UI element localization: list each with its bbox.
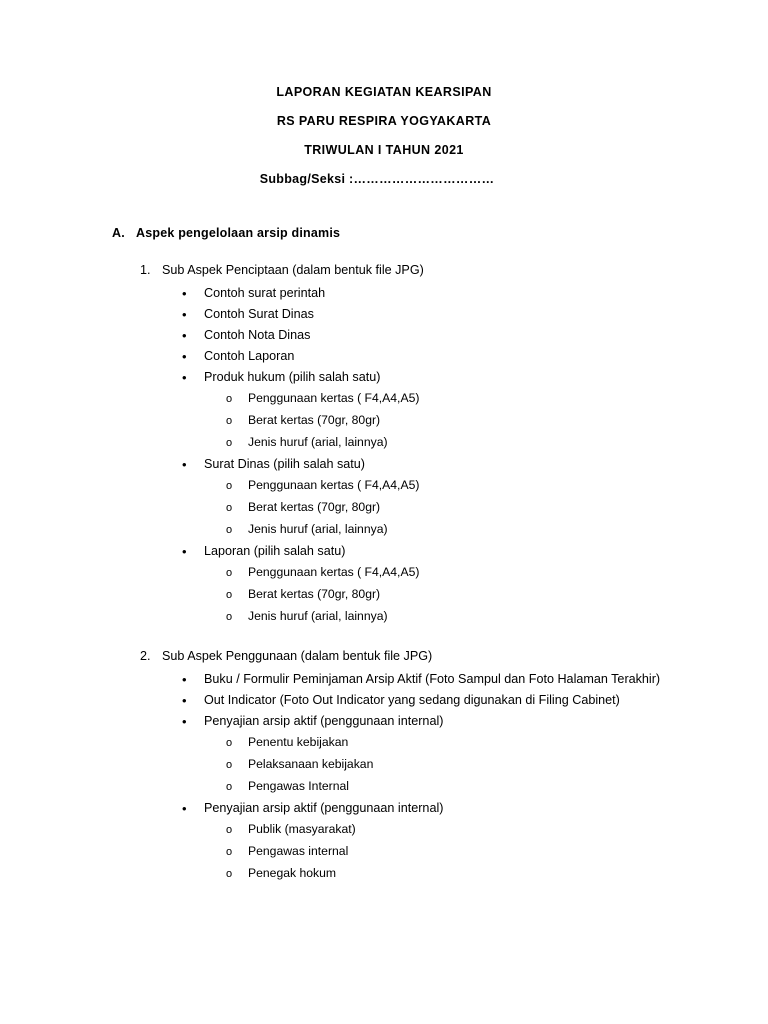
sub-bullet-text: Penggunaan kertas ( F4,A4,A5) xyxy=(248,391,420,405)
list-marker: 1. xyxy=(140,263,151,277)
numbered-list xyxy=(90,260,678,885)
bullet-icon: • xyxy=(182,801,187,816)
list-item xyxy=(182,304,678,325)
circle-bullet-icon: o xyxy=(226,437,233,449)
list-item xyxy=(182,454,678,475)
bullet-text: Penyajian arsip aktif (penggunaan internal) xyxy=(204,714,444,728)
circle-bullet-icon: o xyxy=(226,737,233,749)
bullet-text: Out Indicator (Foto Out Indicator yang sedang digunakan di Filing Cabinet) xyxy=(204,693,620,707)
list-item xyxy=(182,346,678,367)
circle-bullet-icon: o xyxy=(226,480,233,492)
list-item xyxy=(182,690,678,711)
list-item xyxy=(182,325,678,346)
bullet-icon: • xyxy=(182,693,187,708)
section-spacer xyxy=(90,628,678,646)
bullet-text: Contoh Laporan xyxy=(204,349,295,363)
circle-bullet-icon: o xyxy=(226,781,233,793)
circle-bullet-icon: o xyxy=(226,393,233,405)
list-item xyxy=(182,669,678,690)
list-item xyxy=(226,562,678,584)
bullet-icon: • xyxy=(182,370,187,385)
sub-bullet-text: Jenis huruf (arial, lainnya) xyxy=(248,609,388,623)
list-item xyxy=(226,863,678,885)
bullet-icon: • xyxy=(182,328,187,343)
list-item xyxy=(226,754,678,776)
numbered-item-2 xyxy=(140,646,678,667)
circle-bullet-icon: o xyxy=(226,824,233,836)
bullet-icon: • xyxy=(182,544,187,559)
bullet-text: Surat Dinas (pilih salah satu) xyxy=(204,457,365,471)
document-title-line-1: LAPORAN KEGIATAN KEARSIPAN xyxy=(276,85,492,99)
list-item xyxy=(226,410,678,432)
list-item xyxy=(182,541,678,562)
numbered-item-2-text: Sub Aspek Penggunaan (dalam bentuk file JPG) xyxy=(162,649,433,663)
bullet-icon: • xyxy=(182,349,187,364)
bullet-text: Contoh surat perintah xyxy=(204,286,326,300)
sub-bullet-text: Berat kertas (70gr, 80gr) xyxy=(248,413,381,427)
list-item xyxy=(182,283,678,304)
bullet-icon: • xyxy=(182,286,187,301)
title-block xyxy=(90,78,678,194)
list-item xyxy=(226,606,678,628)
list-item xyxy=(90,646,678,885)
list-item xyxy=(182,798,678,819)
bullet-list-1 xyxy=(90,283,678,628)
list-item xyxy=(90,260,678,628)
bullet-text: Penyajian arsip aktif (penggunaan internal) xyxy=(204,801,444,815)
sub-bullet-text: Penegak hokum xyxy=(248,866,337,880)
bullet-icon: • xyxy=(182,714,187,729)
circle-bullet-icon: o xyxy=(226,524,233,536)
circle-bullet-icon: o xyxy=(226,868,233,880)
list-item xyxy=(226,475,678,497)
circle-bullet-icon: o xyxy=(226,589,233,601)
list-item xyxy=(226,776,678,798)
circle-bullet-icon: o xyxy=(226,759,233,771)
bullet-icon: • xyxy=(182,672,187,687)
document-title-line-2: RS PARU RESPIRA YOGYAKARTA xyxy=(276,114,492,128)
numbered-item-1-text: Sub Aspek Penciptaan (dalam bentuk file JPG) xyxy=(162,263,424,277)
list-item xyxy=(226,732,678,754)
sub-bullet-text: Berat kertas (70gr, 80gr) xyxy=(248,587,381,601)
section-heading xyxy=(112,226,678,240)
list-item xyxy=(226,819,678,841)
bullet-text: Buku / Formulir Peminjaman Arsip Aktif (Foto Sampul dan Foto Halaman Terakhir) xyxy=(204,672,661,686)
circle-bullet-icon: o xyxy=(226,611,233,623)
list-item xyxy=(182,711,678,732)
sub-bullet-text: Jenis huruf (arial, lainnya) xyxy=(248,435,388,449)
list-item xyxy=(226,432,678,454)
bullet-icon: • xyxy=(182,307,187,322)
list-item xyxy=(182,367,678,388)
sub-bullet-text: Berat kertas (70gr, 80gr) xyxy=(248,500,381,514)
list-item xyxy=(226,584,678,606)
sub-bullet-text: Penggunaan kertas ( F4,A4,A5) xyxy=(248,478,420,492)
list-item xyxy=(226,388,678,410)
section-aspek-pengelolaan xyxy=(90,226,678,885)
circle-bullet-icon: o xyxy=(226,567,233,579)
sub-bullet-text: Penggunaan kertas ( F4,A4,A5) xyxy=(248,565,420,579)
numbered-item-1 xyxy=(140,260,678,281)
bullet-text: Contoh Surat Dinas xyxy=(204,307,314,321)
list-item xyxy=(226,519,678,541)
circle-bullet-icon: o xyxy=(226,846,233,858)
section-heading-text: Aspek pengelolaan arsip dinamis xyxy=(136,226,341,240)
sub-bullet-text: Pelaksanaan kebijakan xyxy=(248,757,374,771)
sub-bullet-text: Penentu kebijakan xyxy=(248,735,349,749)
circle-bullet-icon: o xyxy=(226,415,233,427)
list-marker: 2. xyxy=(140,649,151,663)
bullet-icon: • xyxy=(182,457,187,472)
sub-bullet-text: Pengawas internal xyxy=(248,844,349,858)
list-item xyxy=(226,841,678,863)
document-title-line-3: TRIWULAN I TAHUN 2021 xyxy=(304,143,464,157)
bullet-text: Contoh Nota Dinas xyxy=(204,328,311,342)
sub-bullet-text: Jenis huruf (arial, lainnya) xyxy=(248,522,388,536)
bullet-text: Laporan (pilih salah satu) xyxy=(204,544,346,558)
section-letter: A. xyxy=(112,226,125,240)
bullet-text: Produk hukum (pilih salah satu) xyxy=(204,370,381,384)
sub-bullet-text: Publik (masyarakat) xyxy=(248,822,356,836)
sub-bullet-text: Pengawas Internal xyxy=(248,779,349,793)
subbag-seksi-line: Subbag/Seksi :…………………………… xyxy=(259,172,495,186)
list-item xyxy=(226,497,678,519)
circle-bullet-icon: o xyxy=(226,502,233,514)
bullet-list-2 xyxy=(90,669,678,885)
